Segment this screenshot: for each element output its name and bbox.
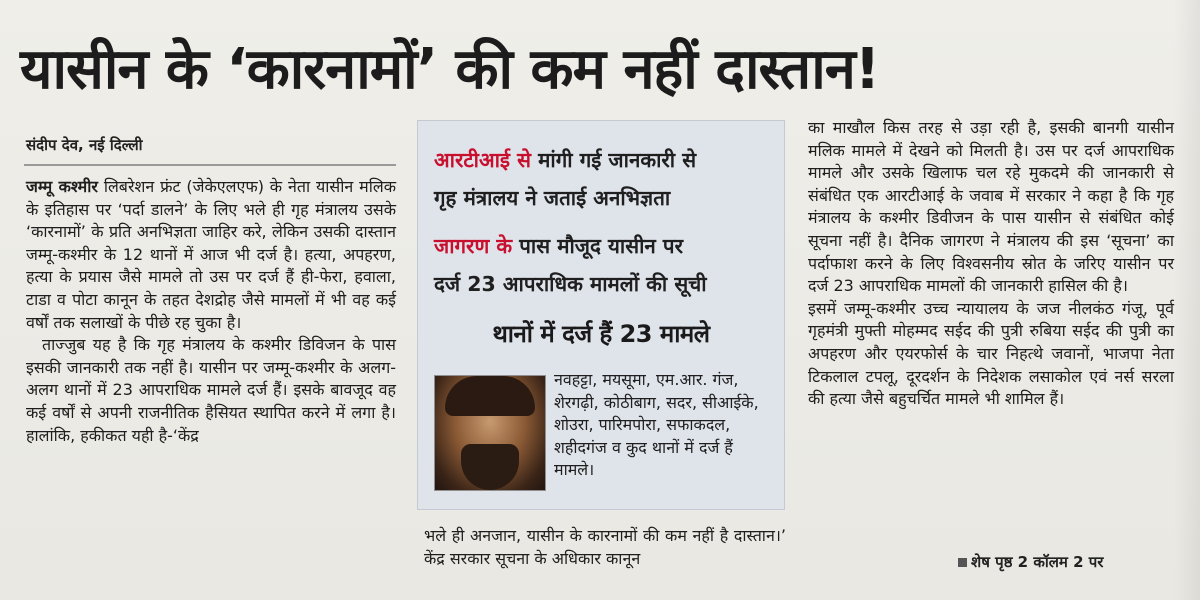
photo-hair xyxy=(445,376,535,416)
photo-beard xyxy=(461,444,519,490)
police-stations-list: नवहट्टा, मयसूमा, एम.आर. गंज, शेरगढ़ी, कोठीबाग, सदर, सीआईके, शोउरा, पारिमपोरा, सफाकदल, शहीदगंज व कुद थानों में दर्ज हैं मामले। xyxy=(554,370,759,480)
article-column-3 xyxy=(808,117,1174,411)
portrait-photo xyxy=(434,375,546,491)
byline-divider xyxy=(24,164,396,166)
box-subheading: थानों में दर्ज हैं 23 मामले xyxy=(492,320,710,348)
paragraph-2: ताज्जुब यह है कि गृह मंत्रालय के कश्मीर डिविजन के पास इसकी जानकारी तक नहीं है। यासीन पर जम्मू-कश्मीर के अलग-अलग थानों में 23 आपराधिक मामले दर्ज हैं। इसके बावजूद वह कई वर्षों से अपनी राजनीतिक हैसियत स्थापित करने में लगा है। हालांकि, हकीकत यही है-‘केंद्र xyxy=(26,335,396,445)
headline: यासीन के ‘कारनामों’ की कम नहीं दास्तान! xyxy=(20,37,880,102)
continued-note xyxy=(958,552,1103,572)
article-column-1 xyxy=(26,176,396,447)
box-line-3-text: पास मौजूद यासीन पर xyxy=(512,234,683,258)
box-line-1 xyxy=(434,145,696,175)
continued-text: शेष पृष्ठ 2 कॉलम 2 पर xyxy=(971,553,1104,571)
box-line-2: गृह मंत्रालय ने जताई अनभिज्ञता xyxy=(434,186,671,210)
box-line-4: दर्ज 23 आपराधिक मामलों की सूची xyxy=(434,272,707,296)
info-box xyxy=(417,120,785,510)
byline: संदीप देव, नई दिल्ली xyxy=(26,136,143,154)
paragraph-3: का माखौल किस तरह से उड़ा रही है, इसकी बानगी यासीन मलिक मामले में देखने को मिलती है। उस पर दर्ज आपराधिक मामले और उसके खिलाफ चल रहे मुकदमे की जानकारी से संबंधित एक आरटीआई के जवाब में सरकार ने कहा है कि गृह मंत्रालय के कश्मीर डिवीजन के पास यासीन से संबंधित कोई सूचना नहीं है। दैनिक जागरण ने मंत्रालय की इस ‘सूचना’ का पर्दाफाश करने के लिए विश्वसनीय स्रोत के जरिए यासीन पर दर्ज 23 आपराधिक मामलों की जानकारी हासिल की है। xyxy=(808,118,1174,296)
box-line-3 xyxy=(434,231,683,261)
square-bullet-icon xyxy=(958,558,967,567)
page-edge-shade xyxy=(1174,0,1200,600)
lead-words: जम्मू कश्मीर xyxy=(26,177,98,196)
box-highlight-rti: आरटीआई से xyxy=(434,148,531,172)
paragraph-4: इसमें जम्मू-कश्मीर उच्च न्यायालय के जज नीलकंठ गंजू, पूर्व गृहमंत्री मुफ्ती मोहम्मद सईद की पुत्री रुबिया सईद की पुत्री का अपहरण और एयरफोर्स के चार निहत्थे जवानों, भाजपा नेता टिकलाल टपलू, दूरदर्शन के निदेशक लसाकोल एवं नर्स सरला की हत्या जैसे बहुचर्चित मामले भी शामिल हैं। xyxy=(808,298,1174,409)
paragraph-1 xyxy=(26,176,396,334)
box-highlight-jagran: जागरण के xyxy=(434,234,513,258)
box-line-1-text: मांगी गई जानकारी से xyxy=(531,148,697,172)
article-column-2: भले ही अनजान, यासीन के कारनामों की कम नहीं है दास्तान।’ केंद्र सरकार सूचना के अधिकार कानून xyxy=(424,526,786,568)
paragraph-1-text: लिबरेशन फ्रंट (जेकेएलएफ) के नेता यासीन मलिक के इतिहास पर ‘पर्दा डालने’ के लिए भले ही गृह मंत्रालय उसके ‘कारनामों’ के प्रति अनभिज्ञता जाहिर करे, लेकिन उसकी दास्तान जम्मू-कश्मीर के 12 थानों में आज भी दर्ज है। हत्या, अपहरण, हत्या के प्रयास जैसे मामले तो उस पर दर्ज हैं ही-फेरा, हवाला, टाडा व पोटा कानून के तहत देशद्रोह जैसे मामलों में भी वह कई वर्षों तक सलाखों के पीछे रह चुका है। xyxy=(26,177,396,332)
